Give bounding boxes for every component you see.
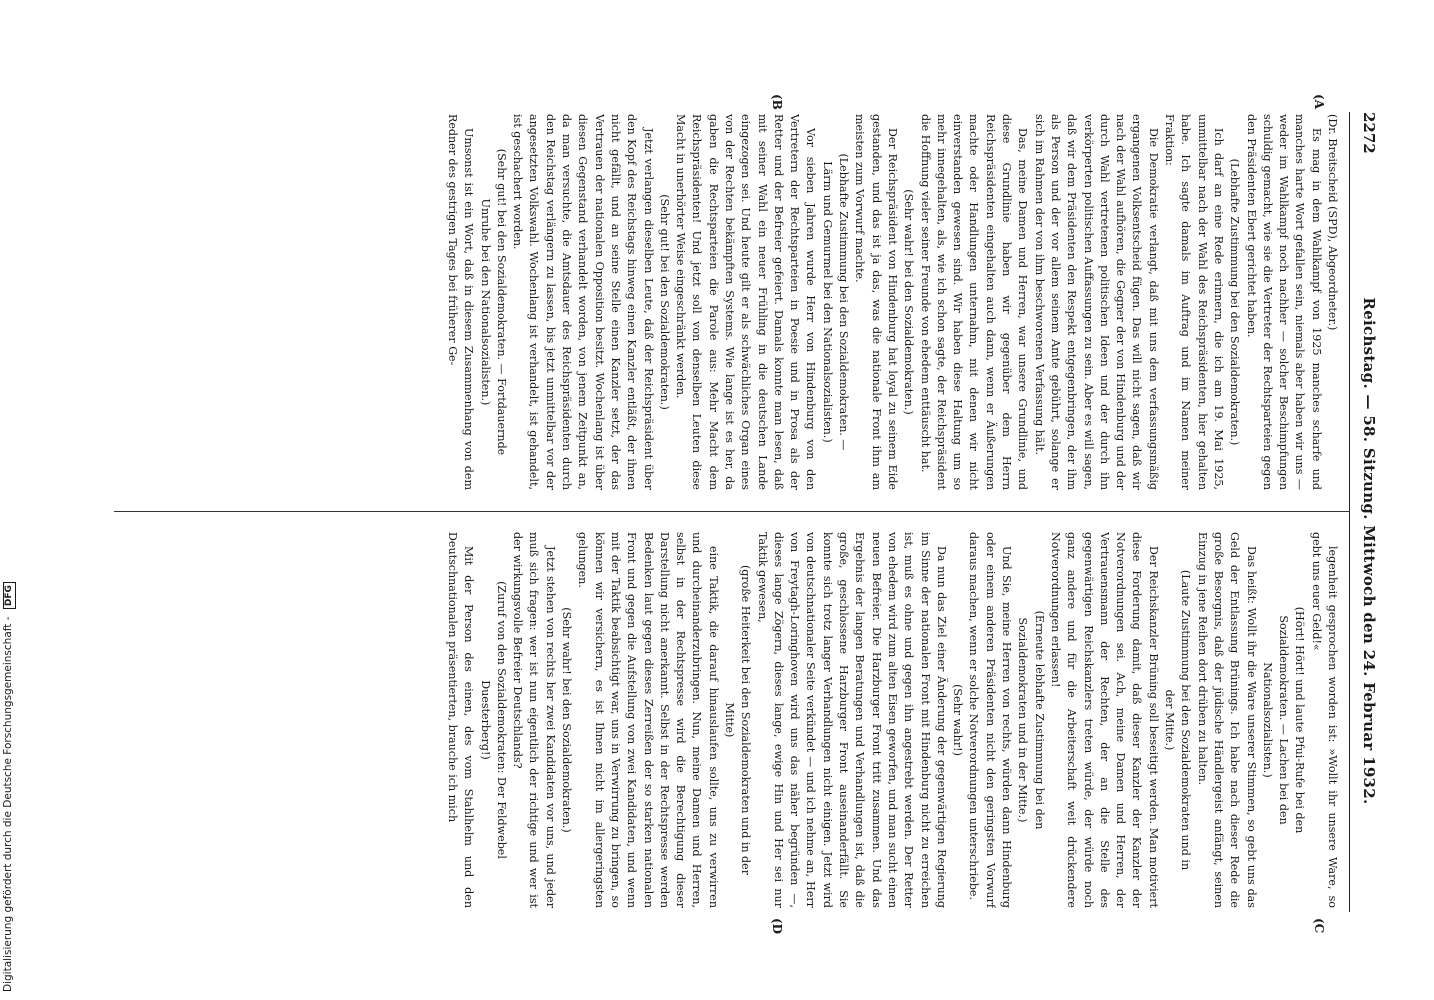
paragraph: Es mag in dem Wahlkampf von 1925 manches scharfe und manches harte Wort gefallen sein, niemals aber haben wir uns — weder im Wahlkampf noch nachher — solcher Beschimpfungen schuldig gemacht, wie sie die Vertreter der Rechtsparteien gegen den Präsidenten Ebert gerichtet haben. <box>1244 114 1323 490</box>
paragraph: legenheit gesprochen worden ist: »Wollt ihr unsere Ware, so gebt uns euer Geld!« <box>1309 532 1339 908</box>
paragraph: Das heißt: Wollt ihr die Ware unserer Stimmen, so gebt uns das Geld der Entlassung Brünings. Ich habe nach dieser Rede die große Besorgnis, daß der jüdische Händlergeist anfängt, seinen Einzug in jene Reihen dort drüben zu halten. <box>1195 532 1258 908</box>
paragraph: Das, meine Damen und Herren, war unsere Grundlinie, und diese Grundlinie haben wir gegenüber dem Herrn Reichspräsidenten eingehalten auch dann, wenn er Äußerungen machte oder Handlungen unternahm, mit denen wir nicht einverstanden gewesen sind. Wir haben diese Haltung um so mehr innegehalten, als, wie ich schon sagte, der Reichspräsident die Hoffnung vieler seiner Freunde von ehedem enttäuscht hat. <box>918 114 1030 490</box>
interjection: (Erneute lebhafte Zustimmung bei den Sozialdemokraten und in der Mitte.) <box>1016 610 1046 830</box>
interjection: (Sehr gut! bei den Sozialdemokraten. — Fortdauernde Unruhe bei den Nationalsozialisten.) <box>478 148 508 456</box>
paragraph: Jetzt stehen von rechts her zwei Kandidaten vor uns, und jeder muß sich fragen: wer ist nun eigentlich der richtige und wer ist der wirkungsvolle Befreier Deutschlands? <box>511 532 557 908</box>
paragraph: Ich darf an eine Rede erinnern, die ich am 19. Mai 1925, unmittelbar nach der Wahl des Reichspräsidenten, hier gehalten habe. Ich sagte damals im Auftrag und im Namen meiner Fraktion: <box>1163 114 1225 490</box>
left-text-column <box>120 114 1340 490</box>
section-marker-c: (C <box>1312 918 1326 934</box>
rotated-document-page <box>114 94 1384 935</box>
interjection: (Sehr wahr! bei den Sozialdemokraten.) <box>560 607 574 833</box>
interjection: (Lebhafte Zustimmung bei den Sozialdemokraten. — Lärm und Gemurmel bei den Nationalsozialisten.) <box>820 153 851 451</box>
paragraph: Die Demokratie verlangt, daß mit uns dem verfassungsmäßig ergangenen Volksentscheid fügen. Das will nicht sagen, daß wir nach der Wahl aufhören, die Gegner der von Hindenburg und der durch Wahl vertretenen politischen Ideen und der durch ihn verkörperten politischen Auffassungen zu sein. Aber es will sagen, daß wir dem Präsidenten den Respekt entgegenbringen, der ihm als Person und der vor allem seinem Amte gebührt, solange er sich im Rahmen der von ihm beschworenen Verfassung hält. <box>1032 114 1160 490</box>
interjection: (Sehr wahr!) <box>951 684 965 756</box>
digitization-note <box>2 582 16 992</box>
interjection: (Lebhafte Zustimmung bei den Sozialdemokraten.) <box>1228 158 1242 446</box>
paragraph: eine Taktik, die darauf hinauslaufen sollte, uns zu verwirren und durcheinanderzubringen. Nun, meine Damen und Herren, selbst in der Rechtspresse wird die Berechtigung dieser Darstellung nicht anerkannt. Selbst in der Rechtspresse werden Bedenken laut gegen dieses Zerreißen der so starken nationalen Front und gegen die Aufstellung von zwei Kandidaten, und wenn mit der Taktik beabsichtigt war, uns in Verwirrung zu bringen, so können wir versichern, es ist Ihnen nicht im allergeringsten gelungen. <box>576 532 720 908</box>
interjection: (Hört! Hört! und laute Pfui-Rufe bei den Sozialdemokraten. — Lachen bei den Nationalsozialisten.) <box>1260 606 1307 834</box>
header-rule <box>1349 112 1350 912</box>
column-divider <box>114 511 1350 512</box>
paragraph: Mit der Person des einen, des vom Stahlhelm und den Deutschnationalen präsentierten, brauche ich mich <box>445 532 476 908</box>
paragraph: Jetzt verlangen dieselben Leute, daß der Reichspräsident über den Kopf des Reichstags hinweg einen Kanzler entläßt, der ihnen nicht gefällt, und an seine Stelle einen Kanzler setzt, der das Vertrauen der nationalen Opposition besitzt. Wochenlang ist über diesen Gegenstand verhandelt worden, von jenem Zeitpunkt an, da man versuchte, die Amtsdauer des Reichspräsidenten durch den Reichstag verlängern zu lassen, bis jetzt unmittelbar vor der angesetzten Volkswahl. Wochenlang ist verhandelt, ist gehandelt, ist geschachert worden. <box>511 114 655 490</box>
page-header <box>1356 112 1378 912</box>
paragraph: Umsonst ist ein Wort, daß in diesem Zusammenhang von dem Redner des gestrigen Tages bei früherer Ge- <box>445 114 476 490</box>
interjection: (Laute Zustimmung bei den Sozialdemokraten und in der Mitte.) <box>1163 569 1193 871</box>
section-marker-b: (B <box>770 94 784 110</box>
paragraph: Vor sieben Jahren wurde Herr von Hindenburg von den Vertretern der Rechtsparteien in Poesie und in Prosa als der Retter und der Befreier gefeiert. Damals konnte man lesen, daß mit seiner Wahl ein neuer Frühling in die deutschen Lande eingezogen sei. Und heute gilt er als schwächliches Organ eines von der Rechten bekämpften Systems. Wie lange ist es her, da gaben die Rechtsparteien die Parole aus: Mehr Macht dem Reichspräsidenten! Und jetzt soll von denselben Leuten diese Macht in unerhörter Weise eingeschränkt werden. <box>674 114 818 490</box>
speaker-line: (Dr. Breitscheid (SPD), Abgeordneter.) <box>1326 114 1339 331</box>
section-marker-d: (D <box>770 918 784 935</box>
dfg-logo: DFG <box>3 582 16 609</box>
paragraph: Da nun das Ziel einer Änderung der gegenwärtigen Regierung im Sinne der nationalen Front mit Hindenburg nicht zu erreichen ist, muß es ohne und gegen ihn angestrebt werden. Der Retter von ehedem wird zum alten Eisen geworfen, und man sucht einen neuen Befreier. Die Harzburger Front tritt zusammen. Und das Ergebnis der langen Beratungen und Verhandlungen ist, daß die große, geschlossene Harzburger Front auseinanderfällt. Sie konnte sich trotz langer Verhandlungen nicht einigen. Jetzt wird von deutschnationaler Seite verkündet — und ich nehme an, Herr von Freytagh-Loringhoven wird uns das näher begründen —, dieses lange Zögern, dieses lange, ewige Hin und Her sei nur Taktik gewesen, <box>755 532 948 908</box>
interjection: (Sehr gut! bei den Sozialdemokraten.) <box>657 194 671 410</box>
paragraph: Der Reichskanzler Brüning soll beseitigt werden. Man motiviert diese Forderung damit, daß dieser Kanzler der Kanzler der Notverordnungen sei. Ach, meine Damen und Herren, der Vertrauensmann der Rechten, der an die Stelle des gegenwärtigen Reichskanzlers treten würde, der würde noch ganz andere und für die Arbeiterschaft weit drückendere Notverordnungen erlassen! <box>1048 532 1160 908</box>
interjection: (Zuruf von den Sozialdemokraten: Der Feldwebel Duesterberg!) <box>478 581 508 859</box>
interjection: (große Heiterkeit bei den Sozialdemokraten und in der Mitte) <box>723 564 753 876</box>
page-number: 2272 <box>1360 112 1378 154</box>
paragraph: Der Reichspräsident von Hindenburg hat loyal zu seinem Eide gestanden, und das ist ja das, was die nationale Front ihm am meisten zum Vorwurf machte. <box>853 114 899 490</box>
right-text-column <box>120 532 1340 908</box>
paragraph: Und Sie, meine Herren von rechts, würden dann Hindenburg oder einem anderen Präsidenten nicht den geringsten Vorwurf daraus machen, wenn er solche Notverordnungen unterschriebe. <box>967 532 1014 908</box>
digitization-note-text: Digitalisierung gefördert durch die Deutsche Forschungsgemeinschaft - <box>2 616 14 992</box>
interjection: (Sehr wahr! bei den Sozialdemokraten.) <box>902 189 916 415</box>
section-marker-a: (A <box>1312 94 1326 109</box>
running-title: Reichstag. — 58. Sitzung. Mittwoch den 24. Februar 1932. <box>1360 297 1378 805</box>
